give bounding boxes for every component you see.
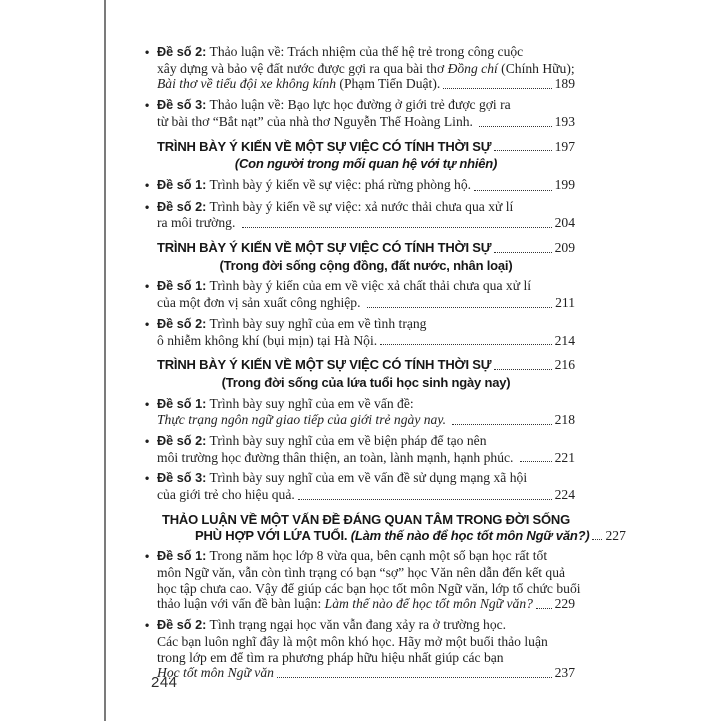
dot-leader	[592, 539, 602, 540]
dot-leader	[452, 424, 551, 425]
toc-line-text: • Đề số 3: Trình bày suy nghĩ của em về vấn đề sử dụng mạng xã hội	[145, 470, 528, 486]
toc-line-text: trong lớp em để tìm ra phương pháp hữu hiệu nhất giúp các bạn	[157, 649, 504, 665]
toc-subheading	[145, 375, 575, 391]
toc-page-number: 229	[554, 596, 575, 612]
toc-line	[145, 215, 575, 231]
toc-line	[145, 258, 575, 274]
toc-line	[145, 596, 575, 612]
toc-item	[145, 396, 575, 428]
toc-page-number: 211	[555, 295, 575, 311]
toc-line-text: Các bạn luôn nghĩ đây là một môn khó học. Hãy mở một buổi thảo luận	[157, 633, 548, 649]
toc-line-text: (Con người trong mối quan hệ với tự nhiên)	[234, 156, 498, 172]
toc-item	[145, 199, 575, 231]
toc-line-text: • Đề số 3: Thảo luận về: Bạo lực học đường ở giới trẻ được gợi ra	[145, 97, 511, 113]
toc-line	[145, 76, 575, 92]
toc-line	[145, 156, 575, 172]
toc-line-text: • Đề số 1: Trong năm học lớp 8 vừa qua, bên cạnh một số bạn học rất tốt	[145, 548, 548, 564]
toc-page-number: 199	[554, 176, 575, 192]
toc-line-text: TRÌNH BÀY Ý KIẾN VỀ MỘT SỰ VIỆC CÓ TÍNH THỜI SỰ	[157, 240, 492, 256]
toc-line	[145, 177, 575, 194]
toc-page-number: 221	[554, 449, 575, 465]
dot-leader	[367, 307, 552, 308]
toc-item	[145, 548, 581, 612]
toc-line-text: (Trong đời sống của lứa tuổi học sinh ngày nay)	[221, 374, 511, 390]
toc-line	[145, 470, 575, 487]
toc-line-text: Học tốt môn Ngữ văn	[157, 665, 274, 681]
toc-heading	[145, 240, 575, 256]
toc-line-text: môi trường học đường thân thiện, an toàn, lành mạnh, hạnh phúc.	[157, 449, 517, 465]
bullet-icon: •	[145, 279, 150, 294]
toc-line	[145, 412, 575, 428]
toc-line	[145, 487, 575, 503]
toc-line	[145, 199, 575, 216]
toc-item	[145, 177, 575, 194]
bullet-icon: •	[145, 434, 150, 449]
toc-line-text: học tập chưa cao. Vậy để giúp các bạn học tốt môn Ngữ văn, lớp tổ chức buổi	[157, 580, 581, 596]
toc-subheading	[145, 156, 575, 172]
toc-page-number: 214	[554, 332, 575, 348]
bullet-icon: •	[145, 45, 150, 59]
toc-page-number: 218	[554, 412, 575, 428]
dot-leader	[380, 344, 551, 345]
toc-line	[145, 617, 575, 634]
toc-heading	[145, 357, 575, 373]
toc-line	[145, 333, 575, 349]
dot-leader	[494, 369, 551, 370]
toc-item	[145, 617, 575, 681]
toc-line-text: Bài thơ về tiểu đội xe không kính (Phạm Tiến Duật).	[157, 76, 441, 92]
dot-leader	[536, 608, 552, 609]
toc-line	[145, 512, 575, 528]
toc-line-text: từ bài thơ “Bắt nạt” của nhà thơ Nguyễn Thế Hoàng Linh.	[157, 113, 477, 129]
dot-leader	[277, 677, 552, 678]
toc-line	[145, 240, 575, 256]
toc-line	[145, 450, 575, 466]
toc-item	[145, 433, 575, 465]
toc-line-text: của một đơn vị sản xuất công nghiệp.	[157, 295, 364, 311]
toc-page-number: 227	[605, 527, 626, 543]
dot-leader	[298, 499, 552, 500]
toc-line	[145, 44, 575, 61]
toc-line	[145, 97, 575, 114]
bullet-icon: •	[145, 396, 150, 411]
toc-line-text: xây dựng và bảo vệ đất nước được gợi ra qua bài thơ Đồng chí (Chính Hữu);	[157, 60, 575, 76]
toc-line	[145, 61, 575, 77]
toc-page-number: 193	[554, 113, 575, 129]
toc-line	[145, 665, 575, 681]
dot-leader	[474, 190, 552, 191]
toc-item	[145, 278, 575, 310]
toc-line-text: • Đề số 1: Trình bày suy nghĩ của em về vấn đề:	[145, 395, 414, 411]
bullet-icon: •	[145, 98, 150, 113]
toc-line	[145, 295, 575, 311]
toc-item	[145, 44, 575, 92]
toc-line	[145, 278, 575, 295]
toc-line	[145, 357, 575, 373]
toc-line	[145, 527, 626, 544]
toc-line-text: thảo luận với vấn đề bàn luận: Làm thế nào để học tốt môn Ngữ văn?	[157, 596, 533, 612]
toc-line	[145, 650, 575, 666]
toc-heading	[145, 511, 626, 543]
toc-page-number: 204	[554, 215, 575, 231]
toc-item	[145, 97, 575, 129]
toc-line-text: • Đề số 1: Trình bày ý kiến về sự việc: phá rừng phòng hộ.	[145, 176, 472, 192]
toc-item	[145, 470, 575, 502]
toc-page-number: 189	[554, 76, 575, 92]
dot-leader	[242, 227, 552, 228]
toc-line-text: Thực trạng ngôn ngữ giao tiếp của giới trẻ ngày nay.	[157, 412, 447, 428]
toc-line	[145, 548, 575, 565]
toc-line-text: • Đề số 2: Thảo luận về: Trách nhiệm của thế hệ trẻ trong công cuộc	[145, 44, 524, 59]
dot-leader	[479, 126, 551, 127]
toc-line-text: TRÌNH BÀY Ý KIẾN VỀ MỘT SỰ VIỆC CÓ TÍNH THỜI SỰ	[157, 138, 492, 154]
toc-line-text: THẢO LUẬN VỀ MỘT VẤN ĐỀ ĐÁNG QUAN TÂM TRONG ĐỜI SỐNG	[161, 511, 571, 527]
toc-page-number: 209	[554, 240, 575, 256]
dot-leader	[520, 461, 552, 462]
toc-line	[145, 580, 581, 597]
toc-line-text: PHÙ HỢP VỚI LỨA TUỔI. (Làm thế nào để học tốt môn Ngữ văn?)	[195, 527, 590, 543]
toc-page-number: 216	[554, 357, 575, 373]
dot-leader	[494, 150, 551, 151]
toc-line-text: của giới trẻ cho hiệu quả.	[157, 487, 295, 503]
toc-page-number: 197	[554, 138, 575, 154]
dot-leader	[494, 252, 551, 253]
toc-line-text: • Đề số 1: Trình bày ý kiến của em về việc xả chất thải chưa qua xử lí	[145, 278, 532, 294]
toc-line-text: • Đề số 2: Tình trạng ngại học văn vẫn đang xảy ra ở trường học.	[145, 617, 507, 633]
toc-line	[145, 565, 575, 581]
toc-line-text: ô nhiễm không khí (bụi mịn) tại Hà Nội.	[157, 332, 378, 348]
toc-line-text: môn Ngữ văn, vẫn còn tình trạng có bạn “sợ” học Văn nên dẫn đến kết quả	[157, 564, 566, 580]
toc-item	[145, 316, 575, 348]
toc-line	[145, 316, 575, 333]
toc-line-text: ra môi trường.	[157, 215, 239, 231]
bullet-icon: •	[145, 549, 150, 564]
toc-line	[145, 634, 575, 650]
toc-subheading	[145, 258, 575, 274]
toc-line	[145, 433, 575, 450]
bullet-icon: •	[145, 471, 150, 486]
bullet-icon: •	[145, 618, 150, 633]
bullet-icon: •	[145, 316, 150, 331]
toc-page-number: 237	[554, 665, 575, 681]
toc-line	[145, 114, 575, 130]
toc-line	[145, 375, 575, 391]
toc-line-text: • Đề số 2: Trình bày suy nghĩ của em về tình trạng	[145, 315, 427, 331]
toc-line-text: • Đề số 2: Trình bày suy nghĩ của em về biện pháp để tạo nên	[145, 433, 487, 449]
toc-line	[145, 396, 575, 413]
page-number-footer: 244	[151, 674, 178, 691]
bullet-icon: •	[145, 177, 150, 192]
toc-heading	[145, 139, 575, 155]
toc-page-number: 224	[554, 487, 575, 503]
toc-line-text: TRÌNH BÀY Ý KIẾN VỀ MỘT SỰ VIỆC CÓ TÍNH THỜI SỰ	[157, 357, 492, 373]
toc-list	[145, 44, 626, 681]
dot-leader	[443, 88, 551, 89]
bullet-icon: •	[145, 199, 150, 214]
page-edge-line	[104, 0, 106, 721]
toc-line-text: • Đề số 2: Trình bày ý kiến về sự việc: xả nước thải chưa qua xử lí	[145, 198, 514, 214]
toc-line	[145, 139, 575, 155]
toc-line-text: (Trong đời sống cộng đồng, đất nước, nhân loại)	[219, 257, 513, 273]
